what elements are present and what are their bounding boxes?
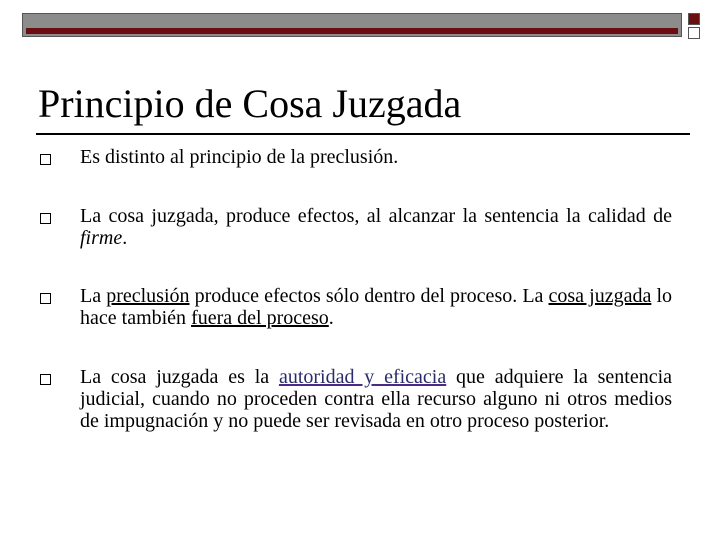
bullet-text-run: produce efectos sólo dentro del proceso. La <box>189 285 549 307</box>
bullet-text-run: La cosa juzgada, produce efectos, al alcanzar la sentencia la calidad de <box>80 205 672 227</box>
corner-square-empty <box>688 27 700 39</box>
italic-term: firme <box>80 227 123 249</box>
square-bullet-icon <box>40 213 51 224</box>
underlined-term: autoridad y eficacia <box>278 366 447 388</box>
bullet-text-run: que adquiere la sentencia judicial, cuando no proceden contra ella recurso alguno ni otros medios de impugnación y no puede ser revisada en otro proceso posterior. <box>80 366 673 432</box>
square-bullet-icon <box>40 293 51 304</box>
bullet-text-run: Es distinto al principio de la preclusión. <box>80 146 399 168</box>
bullet-text-run: La <box>80 285 107 307</box>
header-decoration-bar <box>22 13 682 37</box>
header-accent-stripe <box>26 28 678 34</box>
bullet-text <box>80 285 672 329</box>
slide-title: Principio de Cosa Juzgada <box>38 81 462 126</box>
underlined-term: cosa juzgada <box>548 285 652 307</box>
title-divider <box>36 133 690 135</box>
bullet-text <box>80 146 672 168</box>
corner-square-filled <box>688 13 700 25</box>
bullet-text <box>80 366 672 432</box>
bullet-text <box>80 205 672 249</box>
bullet-text-run: lo hace también <box>80 285 672 329</box>
bullet-text-run: . <box>122 227 128 249</box>
underlined-term: fuera del proceso <box>191 307 329 329</box>
square-bullet-icon <box>40 374 51 385</box>
square-bullet-icon <box>40 154 51 165</box>
bullet-text-run: La cosa juzgada es la <box>80 366 279 388</box>
underlined-term: preclusión <box>106 285 190 307</box>
bullet-text-run: . <box>328 307 334 329</box>
